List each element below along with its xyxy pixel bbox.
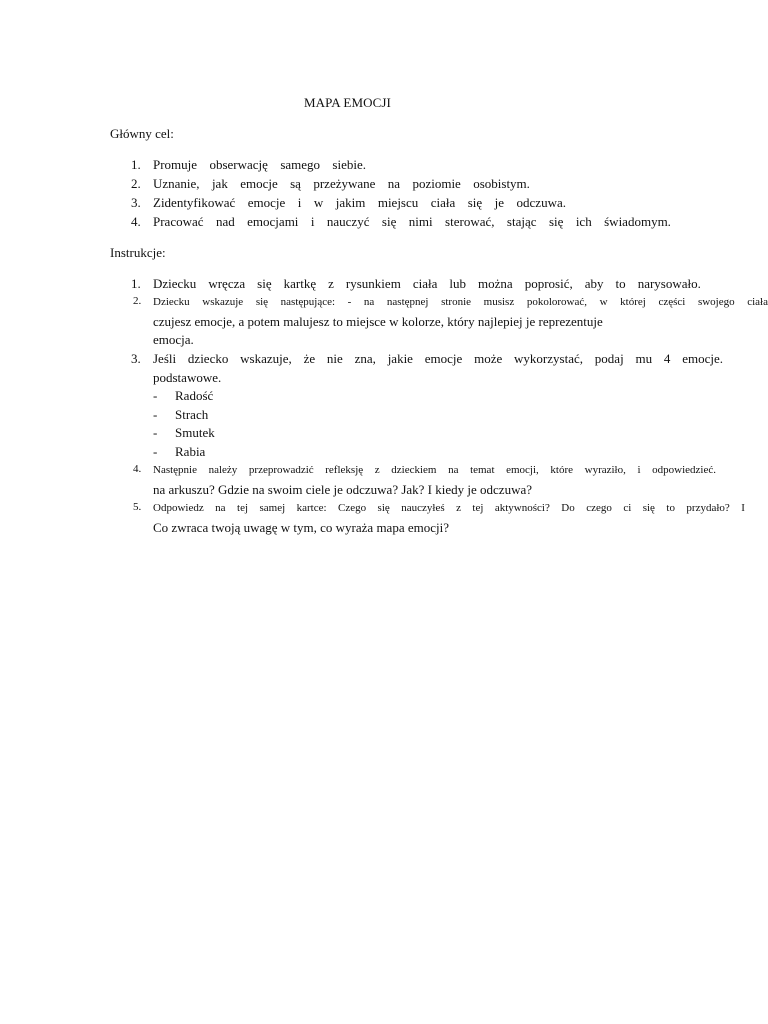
goal-item-words [153,176,530,192]
word: ciała [747,296,768,308]
emotion-item: Radość [175,388,214,403]
word: się [377,502,390,514]
word: stronie [441,296,472,308]
word: Dziecku [153,276,197,291]
word: świadomym. [604,214,671,229]
word: nauczyłeś [401,502,445,514]
emotion-dash: - [153,388,158,403]
word: odczuwa. [516,195,566,210]
word: to [666,502,675,514]
word: ciała [412,276,438,291]
word: które [550,464,574,476]
word: kartce: [296,502,327,514]
instruction-line-words [153,294,768,310]
word: samego [280,157,321,172]
word: wyraziło, [584,464,626,476]
word: Czego [337,502,367,514]
word: części [658,296,686,308]
word: można [478,276,513,291]
word: 4 [663,351,671,366]
word: się [381,214,397,229]
emotion-dash: - [153,444,158,459]
word: wskazuje, [240,351,292,366]
word: emocje [247,195,286,210]
word: Pracować [153,214,204,229]
word: może [474,351,503,366]
word: tej [472,502,484,514]
word: Dziecku [153,296,190,308]
instruction-line [153,500,745,516]
goal-section-label: Główny cel: [110,126,174,141]
instruction-line: Co zwraca twoją uwagę w tym, co wyraża mapa emocji? [153,520,449,535]
emotion-dash: - [153,407,158,422]
word: to [615,276,626,291]
word: na [363,296,375,308]
word: z [456,502,461,514]
word: swojego [697,296,735,308]
word: rysunkiem [345,276,401,291]
instruction-line-words [153,351,723,367]
word: pokolorować, [526,296,587,308]
word: sterować, [445,214,495,229]
word: I [741,502,745,514]
word: się [548,214,564,229]
instruction-number: 2. [133,295,142,307]
word: się [255,296,269,308]
goal-item-words [153,195,566,211]
word: - [347,296,352,308]
goal-item-words [153,157,366,173]
word: ciała [430,195,456,210]
emotion-item: Strach [175,407,209,422]
word: że [303,351,316,366]
word: kartkę [283,276,317,291]
word: przeżywane [313,176,376,191]
word: i [297,195,302,210]
word: musisz [483,296,515,308]
goal-number: 1. [131,157,141,172]
word: na [387,176,401,191]
word: na [448,464,459,476]
word: i [637,464,641,476]
instructions-section-label: Instrukcje: [110,245,166,260]
emotion-item: Smutek [175,425,215,440]
word: tej [237,502,249,514]
word: siebie. [332,157,366,172]
word: następujące: [280,296,336,308]
word: wręcza [208,276,246,291]
instruction-line: na arkuszu? Gdzie na swoim ciele je odczuwa? Jak? I kiedy je odczuwa? [153,482,532,497]
word: Jeśli [153,351,177,366]
word: miejscu [377,195,419,210]
word: Następnie [153,464,197,476]
instruction-line [153,276,701,292]
goal-item-text [153,214,671,230]
word: nimi [408,214,433,229]
goal-number: 2. [131,176,141,191]
word: której [620,296,646,308]
emotion-item: Rabia [175,444,206,459]
instruction-line: podstawowe. [153,370,222,385]
instruction-number: 5. [133,501,142,513]
word: ich [575,214,592,229]
word: emocjami [247,214,299,229]
instruction-number: 3. [131,351,141,366]
word: się [257,276,272,291]
word: obserwację [209,157,268,172]
word: ci [623,502,632,514]
instruction-line: emocja. [153,332,194,347]
instruction-line: czujesz emocje, a potem malujesz to miejsce w kolorze, który najlepiej je reprezentuje [153,314,603,329]
word: emocje. [682,351,723,366]
word: mu [635,351,653,366]
word: emocji, [506,464,539,476]
word: emocje [240,176,278,191]
word: nad [215,214,235,229]
word: i [310,214,315,229]
word: refleksję [325,464,364,476]
goal-item-text [153,157,366,173]
word: podaj [594,351,624,366]
word: są [290,176,301,191]
word: na [215,502,226,514]
word: z [328,276,334,291]
goal-item-text [153,195,566,211]
word: nauczyć [326,214,370,229]
word: się [642,502,655,514]
goal-number: 3. [131,195,141,210]
instruction-line-words [153,462,716,478]
word: w [313,195,324,210]
word: należy [208,464,238,476]
word: temat [470,464,495,476]
word: aktywności? [494,502,550,514]
word: zna, [354,351,376,366]
word: emocje [424,351,463,366]
goal-item-words [153,214,671,230]
word: nie [326,351,343,366]
word: przydało? [686,502,730,514]
word: w [599,296,608,308]
word: osobistym. [473,176,530,191]
word: lub [449,276,467,291]
word: poziomie [412,176,461,191]
word: narysowało. [637,276,701,291]
word: jakie [387,351,413,366]
instruction-line-words [153,500,745,516]
goal-number: 4. [131,214,141,229]
word: jak [211,176,228,191]
instruction-line [153,351,723,367]
word: Promuje [153,157,198,172]
word: Uznanie, [153,176,200,191]
word: poprosić, [524,276,573,291]
instruction-line [153,462,716,478]
instruction-line-words [153,276,701,292]
word: przeprowadzić [248,464,314,476]
instruction-number: 4. [133,463,142,475]
word: się [467,195,483,210]
instruction-number: 1. [131,276,141,291]
word: aby [584,276,604,291]
word: dziecko [187,351,229,366]
word: z [374,464,380,476]
word: wskazuje [202,296,244,308]
word: następnej [386,296,429,308]
word: stając [506,214,537,229]
word: wykorzystać, [514,351,583,366]
word: samej [259,502,286,514]
word: dzieckiem [391,464,437,476]
instruction-line [153,294,768,310]
emotion-dash: - [153,425,158,440]
goal-item-text [153,176,530,192]
word: czego [586,502,612,514]
word: jakim [335,195,366,210]
word: Zidentyfikować [153,195,236,210]
document-title: MAPA EMOCJI [304,95,391,110]
word: Odpowiedz [153,502,204,514]
word: odpowiedzieć. [652,464,716,476]
word: je [494,195,505,210]
word: Do [561,502,575,514]
